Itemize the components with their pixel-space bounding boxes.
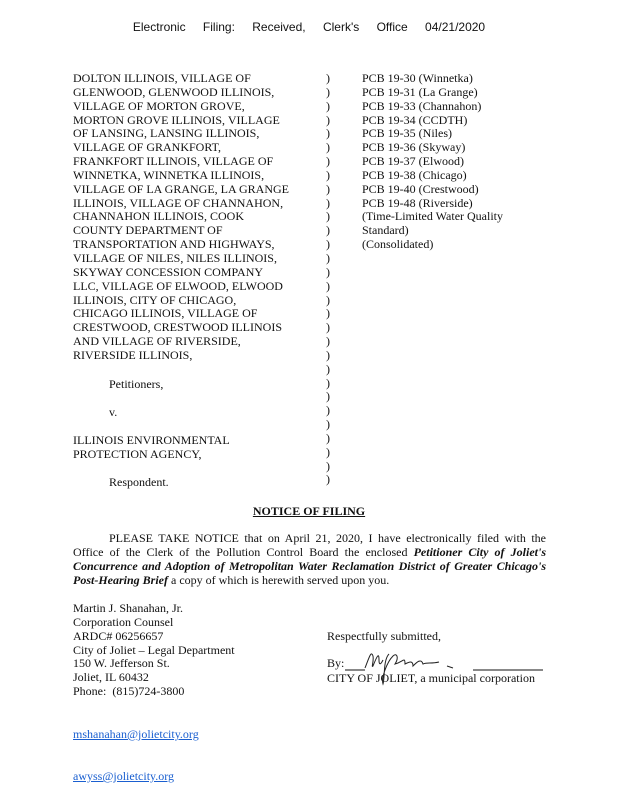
counsel-line: Corporation Counsel — [73, 614, 174, 629]
case-number-line: PCB 19-40 (Crestwood) — [362, 181, 479, 196]
party-line: VILLAGE OF NILES, NILES ILLINOIS, — [73, 250, 277, 265]
paren-mark: ) — [326, 320, 330, 335]
paren-mark: ) — [326, 403, 330, 418]
party-line: TRANSPORTATION AND HIGHWAYS, — [73, 237, 275, 252]
paren-mark: ) — [326, 250, 330, 265]
paren-mark: ) — [326, 472, 330, 487]
party-line: RIVERSIDE ILLINOIS, — [73, 347, 193, 362]
party-line: DOLTON ILLINOIS, VILLAGE OF — [73, 71, 251, 85]
case-number-line: Standard) — [362, 223, 409, 238]
email-link-awyss[interactable]: awyss@jolietcity.org — [73, 768, 175, 783]
party-line: ILLINOIS, VILLAGE OF CHANNAHON, — [73, 195, 284, 210]
submitted-line: CITY OF JOLIET, a municipal corporation — [327, 670, 535, 685]
counsel-line: Joliet, IL 60432 — [73, 670, 149, 685]
case-number-line: PCB 19-33 (Channahon) — [362, 98, 482, 113]
paren-mark: ) — [326, 84, 330, 99]
notice-text-post: a copy of which is herewith served upon you. — [168, 573, 390, 587]
caption-parentheses — [326, 72, 330, 487]
paren-mark: ) — [326, 375, 330, 390]
paren-mark: ) — [326, 237, 330, 252]
counsel-line: 150 W. Jefferson St. — [73, 656, 170, 671]
paren-mark: ) — [326, 154, 330, 169]
party-line: VILLAGE OF LA GRANGE, LA GRANGE — [73, 181, 289, 196]
party-line: LLC, VILLAGE OF ELWOOD, ELWOOD — [73, 278, 283, 293]
respondent-line: PROTECTION AGENCY, — [73, 446, 202, 461]
signature-image — [343, 650, 548, 690]
notice-text-pre: PLEASE TAKE NOTICE that on April 21, 2020, I have electronically filed with the Office of the Clerk of the Pollution Control Board the enclosed — [73, 531, 546, 559]
counsel-block — [73, 601, 235, 698]
paren-mark: ) — [326, 292, 330, 307]
counsel-line: City of Joliet – Legal Department — [73, 642, 235, 657]
case-number-line: PCB 19-36 (Skyway) — [362, 140, 466, 155]
filing-header: Electronic Filing: Received, Clerk's Office 04/21/2020 — [132, 20, 486, 34]
party-line: WINNETKA, WINNETKA ILLINOIS, — [73, 167, 265, 182]
paren-mark: ) — [326, 98, 330, 113]
case-number-line: PCB 19-30 (Winnetka) — [362, 71, 473, 85]
document-title: Petitioner City of Joliet's Concurrence and Adoption of Metropolitan Water Reclamation District of Greater Chicago's Post-Hearing Brief — [73, 545, 547, 587]
party-line: ILLINOIS, CITY OF CHICAGO, — [73, 292, 237, 307]
case-number-line: PCB 19-34 (CCDTH) — [362, 112, 468, 127]
paren-mark: ) — [326, 458, 330, 473]
party-line: GLENWOOD, GLENWOOD ILLINOIS, — [73, 84, 275, 99]
paren-mark: ) — [326, 264, 330, 279]
paren-mark: ) — [326, 444, 330, 459]
case-number-line: PCB 19-37 (Elwood) — [362, 154, 464, 169]
party-line: FRANKFORT ILLINOIS, VILLAGE OF — [73, 154, 274, 169]
party-line: MORTON GROVE ILLINOIS, VILLAGE — [73, 112, 280, 127]
party-line: VILLAGE OF MORTON GROVE, — [73, 98, 245, 113]
case-numbers — [362, 72, 503, 252]
paren-mark: ) — [326, 347, 330, 362]
party-line: CHICAGO ILLINOIS, VILLAGE OF — [73, 306, 258, 321]
paren-mark: ) — [326, 334, 330, 349]
paren-mark: ) — [326, 167, 330, 182]
party-line: VILLAGE OF GRANKFORT, — [73, 140, 222, 155]
notice-title: NOTICE OF FILING — [252, 504, 366, 518]
versus-label: v. — [109, 405, 118, 419]
respondent-name — [73, 434, 230, 462]
party-line: AND VILLAGE OF RIVERSIDE, — [73, 334, 241, 349]
party-line: OF LANSING, LANSING ILLINOIS, — [73, 126, 260, 141]
paren-mark: ) — [326, 181, 330, 196]
paren-mark: ) — [326, 140, 330, 155]
case-number-line: PCB 19-48 (Riverside) — [362, 195, 473, 210]
paren-mark: ) — [326, 112, 330, 127]
by-label: By: — [327, 656, 345, 670]
case-number-line: (Time-Limited Water Quality — [362, 209, 504, 224]
respondent-label: Respondent. — [109, 475, 169, 489]
paren-mark: ) — [326, 306, 330, 321]
submitted-line: Respectfully submitted, — [327, 629, 441, 643]
case-number-line: PCB 19-38 (Chicago) — [362, 167, 467, 182]
party-line: SKYWAY CONCESSION COMPANY — [73, 264, 264, 279]
case-number-line: PCB 19-31 (La Grange) — [362, 84, 478, 99]
case-number-line: (Consolidated) — [362, 237, 434, 252]
paren-mark: ) — [326, 209, 330, 224]
paren-mark: ) — [326, 71, 330, 85]
party-line: CHANNAHON ILLINOIS, COOK — [73, 209, 244, 224]
paren-mark: ) — [326, 278, 330, 293]
paren-mark: ) — [326, 430, 330, 445]
email-link-mshanahan[interactable]: mshanahan@jolietcity.org — [73, 727, 199, 741]
counsel-line: Martin J. Shanahan, Jr. — [73, 601, 183, 615]
paren-mark: ) — [326, 361, 330, 376]
paren-mark: ) — [326, 195, 330, 210]
counsel-line: Phone: (815)724-3800 — [73, 684, 185, 699]
email-links — [73, 699, 199, 800]
party-line: CRESTWOOD, CRESTWOOD ILLINOIS — [73, 320, 282, 335]
counsel-line: ARDC# 06256657 — [73, 628, 164, 643]
party-line: COUNTY DEPARTMENT OF — [73, 223, 223, 238]
paren-mark: ) — [326, 417, 330, 432]
paren-mark: ) — [326, 126, 330, 141]
paren-mark: ) — [326, 223, 330, 238]
paren-mark: ) — [326, 389, 330, 404]
notice-paragraph — [73, 531, 546, 587]
caption-parties — [73, 72, 289, 363]
case-number-line: PCB 19-35 (Niles) — [362, 126, 452, 141]
petitioners-label: Petitioners, — [109, 377, 164, 391]
respondent-line: ILLINOIS ENVIRONMENTAL — [73, 433, 230, 447]
